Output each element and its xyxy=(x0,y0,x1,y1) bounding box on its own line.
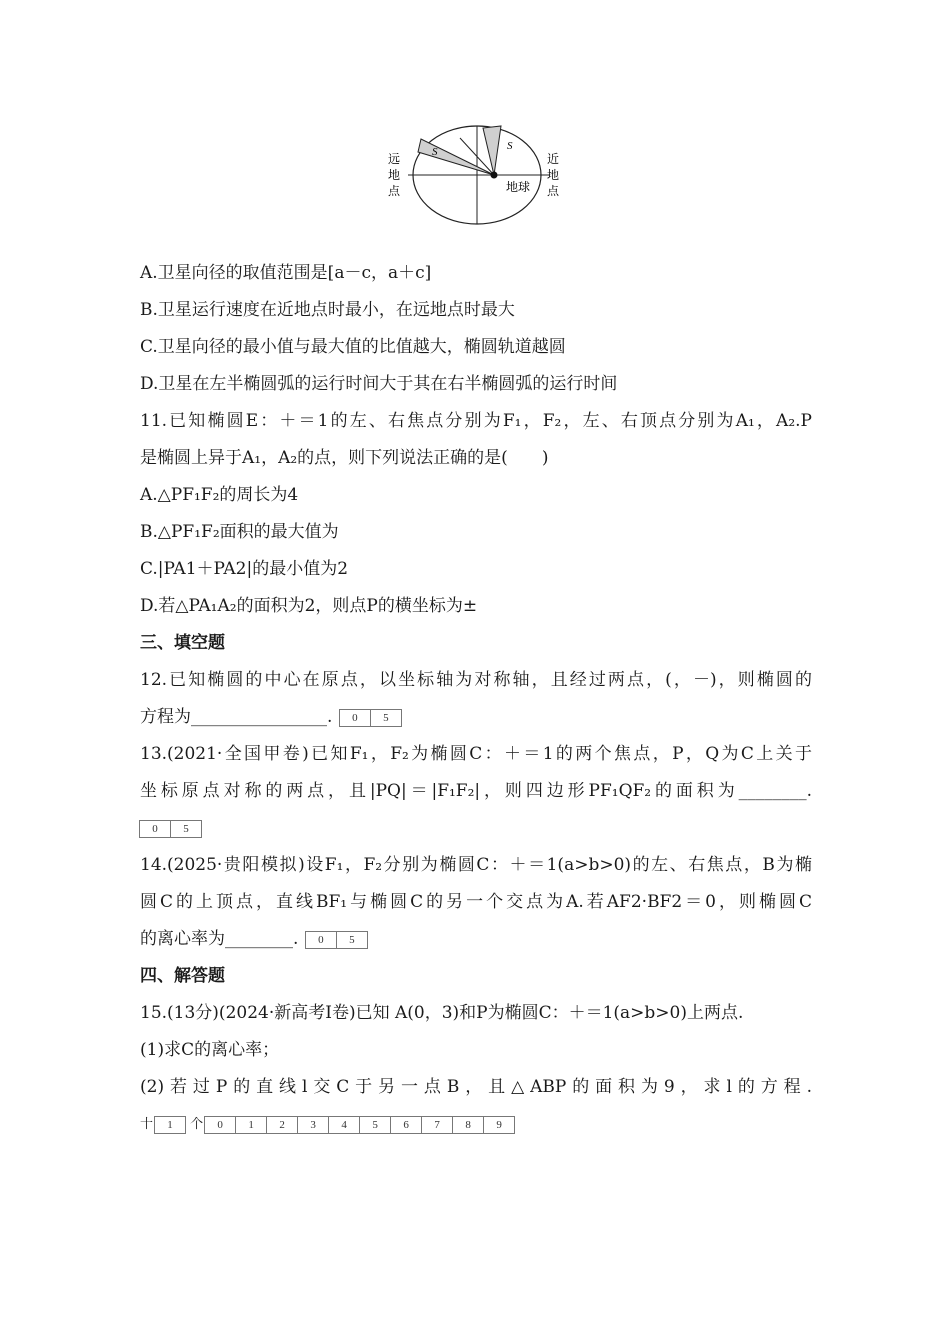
option-10d: D.卫星在左半椭圆弧的运行时间大于其在右半椭圆弧的运行时间 xyxy=(140,374,618,394)
question-15-line-1: 15.(13分)(2024·新高考Ⅰ卷)已知 A(0，3)和P为椭圆C：＋＝1(a>b>0)上两点. xyxy=(140,1003,744,1023)
option-10b: B.卫星运行速度在近地点时最小，在远地点时最大 xyxy=(140,300,515,320)
score-unit-label: 个 xyxy=(190,1117,204,1132)
score-digit-2[interactable]: 2 xyxy=(266,1116,298,1134)
orbit-figure xyxy=(380,118,570,228)
question-13-score-line xyxy=(140,810,812,847)
earth-label: 地球 xyxy=(506,180,531,194)
near-label-3: 点 xyxy=(547,184,560,198)
sector-far-label: S xyxy=(432,146,438,158)
score-cell-5[interactable]: 5 xyxy=(170,820,202,838)
score-cell-5[interactable]: 5 xyxy=(370,709,402,727)
near-label-2: 地 xyxy=(547,168,560,182)
score-digit-3[interactable]: 3 xyxy=(297,1116,329,1134)
option-11b: B.△PF₁F₂面积的最大值为 xyxy=(140,522,339,542)
far-label-2: 地 xyxy=(388,168,401,182)
section-heading-fill-in: 三、填空题 xyxy=(140,633,225,653)
option-10a: A.卫星向径的取值范围是[a－c，a＋c] xyxy=(140,263,432,283)
question-15-part-2: (2)若过P的直线l交C于另一点B，且△ABP的面积为9，求l的方程. xyxy=(140,1077,812,1097)
score-cell-5[interactable]: 5 xyxy=(336,931,368,949)
question-13-line-2: 坐标原点对称的两点，且|PQ|＝|F₁F₂|，则四边形PF₁QF₂的面积为________. xyxy=(140,781,812,801)
question-13-line-1: 13.(2021·全国甲卷)已知F₁，F₂为椭圆C：＋＝1的两个焦点，P，Q为C上关于 xyxy=(140,744,812,764)
score-tens-group xyxy=(155,1116,186,1134)
far-label-3: 点 xyxy=(388,184,401,198)
far-label-1: 远 xyxy=(388,152,401,166)
score-tens-cell[interactable]: 1 xyxy=(154,1116,186,1134)
option-11a: A.△PF₁F₂的周长为4 xyxy=(140,485,299,505)
sector-far xyxy=(418,139,494,175)
score-digit-8[interactable]: 8 xyxy=(452,1116,484,1134)
score-cell-0[interactable]: 0 xyxy=(139,820,171,838)
option-11d: D.若△PA₁A₂的面积为2，则点P的横坐标为± xyxy=(140,596,478,616)
question-11-line-2: 是椭圆上异于A₁，A₂的点，则下列说法正确的是( ) xyxy=(140,448,549,468)
near-label-1: 近 xyxy=(547,152,560,166)
score-tens-label: 十 xyxy=(140,1117,154,1132)
score-digit-5[interactable]: 5 xyxy=(359,1116,391,1134)
sector-near xyxy=(483,126,501,175)
score-digit-1[interactable]: 1 xyxy=(235,1116,267,1134)
score-box-q12[interactable] xyxy=(340,709,402,727)
option-10c: C.卫星向径的最小值与最大值的比值越大，椭圆轨道越圆 xyxy=(140,337,566,357)
question-12-line-2 xyxy=(140,699,812,736)
question-12-line-1: 12.已知椭圆的中心在原点，以坐标轴为对称轴，且经过两点，(，－)，则椭圆的 xyxy=(140,670,812,690)
score-box-q13[interactable] xyxy=(140,820,202,838)
score-box-q14[interactable] xyxy=(306,931,368,949)
question-15-score-row xyxy=(140,1106,812,1143)
question-12-answer-line: 方程为________________. xyxy=(140,707,333,727)
score-digit-4[interactable]: 4 xyxy=(328,1116,360,1134)
score-cell-0[interactable]: 0 xyxy=(305,931,337,949)
score-digit-7[interactable]: 7 xyxy=(421,1116,453,1134)
question-15-part-1: (1)求C的离心率； xyxy=(140,1040,280,1060)
earth-dot xyxy=(491,172,498,179)
score-cell-0[interactable]: 0 xyxy=(339,709,371,727)
score-digit-9[interactable]: 9 xyxy=(483,1116,515,1134)
question-14-line-3 xyxy=(140,921,812,958)
score-units-group xyxy=(205,1116,515,1134)
question-content xyxy=(140,255,812,1143)
question-14-line-2: 圆C的上顶点，直线BF₁与椭圆C的另一个交点为A.若AF2·BF2＝0，则椭圆C xyxy=(140,892,812,912)
question-14-answer-line: 的离心率为________. xyxy=(140,929,299,949)
option-11c: C.|PA1＋PA2|的最小值为2 xyxy=(140,559,349,579)
section-heading-solve: 四、解答题 xyxy=(140,966,225,986)
question-11-line-1: 11.已知椭圆E：＋＝1的左、右焦点分别为F₁，F₂，左、右顶点分别为A₁，A₂.P xyxy=(140,411,812,431)
score-digit-6[interactable]: 6 xyxy=(390,1116,422,1134)
question-14-line-1: 14.(2025·贵阳模拟)设F₁，F₂分别为椭圆C：＋＝1(a>b>0)的左、右焦点，B为椭 xyxy=(140,855,812,875)
score-digit-0[interactable]: 0 xyxy=(204,1116,236,1134)
sector-near-label: S xyxy=(507,140,513,152)
